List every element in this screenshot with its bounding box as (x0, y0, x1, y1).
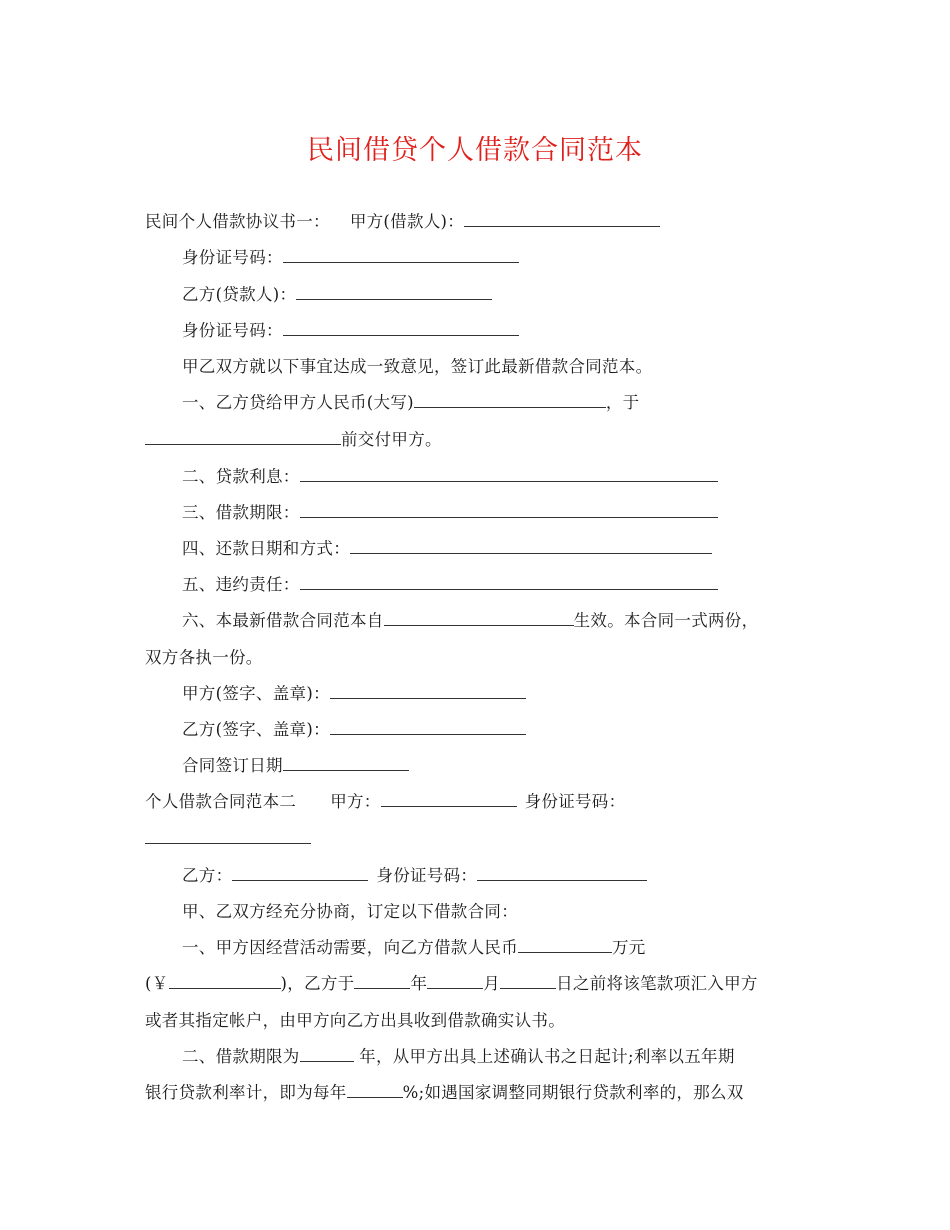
s2-clause-1-cont (145, 973, 758, 995)
id-number-blank[interactable] (283, 247, 519, 263)
id-number-label-3: 身份证号码： (524, 792, 626, 811)
party-a-borrower-label: 甲方(借款人)： (349, 212, 465, 231)
clause-6-line (182, 610, 758, 632)
repayment-label: 四、还款日期和方式： (182, 539, 350, 558)
loan-years-blank[interactable] (300, 1046, 354, 1062)
id-number-line-2 (182, 320, 519, 342)
sign-b-line (182, 719, 526, 741)
clause-6-text: 六、本最新借款合同范本自 (182, 611, 384, 630)
id-number-cont (145, 828, 311, 850)
delivery-date-blank[interactable] (145, 429, 341, 445)
clause-1-tail: 前交付甲方。 (341, 430, 442, 449)
repayment-blank[interactable] (350, 538, 712, 554)
sign-b-label: 乙方(签字、盖章)： (182, 720, 330, 739)
sign-b-blank[interactable] (330, 719, 526, 735)
party-b-label-2: 乙方： (182, 866, 233, 885)
transfer-month-blank[interactable] (427, 973, 483, 989)
s2-clause-2-cont (145, 1082, 744, 1104)
id-number-label: 身份证号码： (182, 248, 283, 267)
s2-clause-1-deadline: 日之前将该笔款项汇入甲方 (556, 974, 758, 993)
id-number-blank-2[interactable] (283, 320, 519, 336)
sign-date-blank[interactable] (283, 755, 409, 771)
sign-a-line (182, 683, 526, 705)
agreement-one-header (145, 211, 660, 233)
party-a-label-2: 甲方： (330, 792, 381, 811)
clause-5-line (182, 574, 718, 596)
clause-1-connector: ，于 (605, 393, 640, 412)
loan-amount-wan-blank[interactable] (518, 937, 612, 953)
party-b-lender-blank[interactable] (296, 284, 492, 300)
agreement-intro: 甲乙双方就以下事宜达成一致意见，签订此最新借款合同范本。 (182, 357, 653, 376)
agreement-two-heading: 个人借款合同范本二 (145, 792, 297, 811)
s2-clause-2-adjust: %;如遇国家调整同期银行贷款利率的，那么双 (402, 1083, 744, 1102)
s2-clause-1-text: 一、甲方因经营活动需要，向乙方借款人民币 (182, 938, 518, 957)
clause-6-cont: 双方各执一份。 (145, 648, 263, 667)
sign-a-label: 甲方(签字、盖章)： (182, 684, 330, 703)
s2-clause-1-cont-2: 或者其指定帐户，由甲方向乙方出具收到借款确实认书。 (145, 1011, 565, 1030)
sign-a-blank[interactable] (330, 683, 526, 699)
loan-interest-label: 二、贷款利息： (182, 467, 300, 486)
loan-amount-figure-blank[interactable] (169, 973, 281, 989)
s2-clause-2-line (182, 1046, 735, 1068)
effective-date-blank[interactable] (384, 610, 574, 626)
sign-date-label: 合同签订日期 (182, 756, 283, 775)
party-a-blank-2[interactable] (381, 791, 517, 807)
page-title: 民间借贷个人借款合同范本 (307, 135, 643, 166)
s2-clause-1-line (182, 937, 646, 959)
s2-clause-2-start: 年，从甲方出具上述确认书之日起计;利率以五年期 (353, 1047, 735, 1066)
transfer-year-blank[interactable] (354, 973, 410, 989)
sign-date-line (182, 755, 409, 777)
loan-term-blank[interactable] (300, 502, 718, 518)
clause-1-line (182, 392, 639, 414)
s2-clause-1-transfer: )，乙方于 (280, 974, 355, 993)
loan-interest-blank[interactable] (300, 466, 718, 482)
loan-amount-blank[interactable] (414, 392, 606, 408)
clause-6-effect: 生效。本合同一式两份， (573, 611, 759, 630)
agreement-two-intro: 甲、乙双方经充分协商，订定以下借款合同： (182, 902, 518, 921)
party-b-lender-label: 乙方(贷款人)： (182, 285, 297, 304)
id-number-line (182, 247, 519, 269)
yuan-symbol-open: (￥ (145, 974, 169, 993)
breach-blank[interactable] (300, 574, 718, 590)
clause-1-cont (145, 429, 442, 451)
clause-3-line (182, 502, 718, 524)
clause-2-line (182, 466, 718, 488)
agreement-two-header (145, 791, 625, 813)
s2-clause-2-rate: 银行贷款利率计，即为每年 (145, 1083, 347, 1102)
id-number-blank-3[interactable] (145, 828, 311, 844)
wan-yuan-unit: 万元 (612, 938, 646, 957)
id-number-label-4: 身份证号码： (376, 866, 478, 885)
id-number-blank-4[interactable] (477, 865, 647, 881)
party-a-borrower-blank[interactable] (464, 211, 660, 227)
party-b-lender-line (182, 284, 492, 306)
clause-1-text: 一、乙方贷给甲方人民币(大写) (182, 393, 414, 412)
transfer-day-blank[interactable] (500, 973, 556, 989)
breach-label: 五、违约责任： (182, 575, 300, 594)
year-label: 年 (410, 974, 428, 993)
agreement-one-heading: 民间个人借款协议书一： (145, 212, 330, 231)
interest-rate-blank[interactable] (347, 1082, 403, 1098)
month-label: 月 (483, 974, 501, 993)
s2-clause-2-text: 二、借款期限为 (182, 1047, 300, 1066)
id-number-label-2: 身份证号码： (182, 321, 283, 340)
loan-term-label: 三、借款期限： (182, 503, 300, 522)
clause-4-line (182, 538, 712, 560)
party-b-line-2 (182, 865, 647, 887)
party-b-blank-2[interactable] (232, 865, 368, 881)
